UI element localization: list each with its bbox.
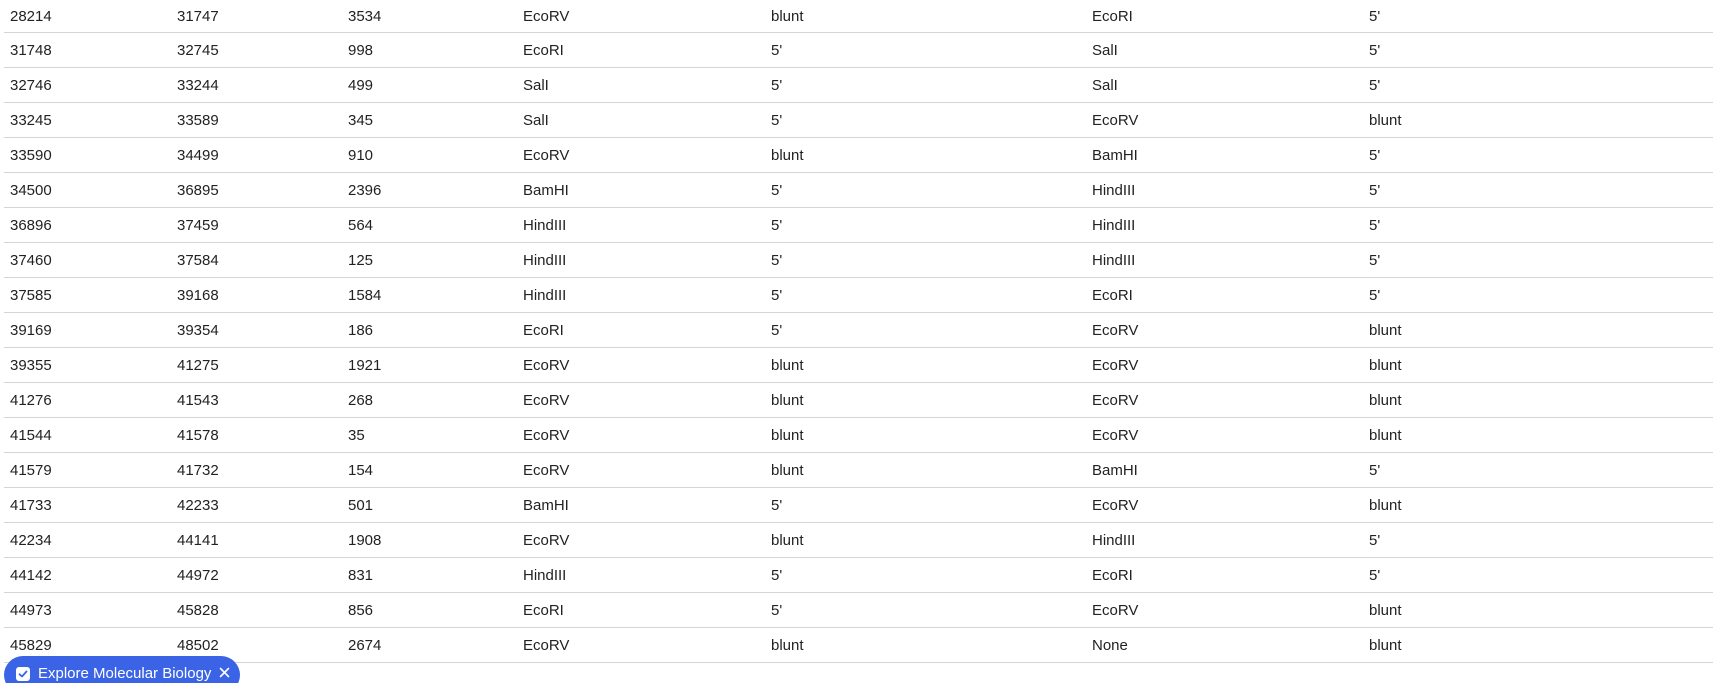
table-cell: BamHI: [1086, 453, 1363, 488]
table-cell: 5': [1363, 453, 1713, 488]
table-cell: 42233: [171, 488, 342, 523]
table-cell: 5': [1363, 138, 1713, 173]
table-row: [4, 68, 1713, 103]
fragment-table-body: [4, 0, 1713, 663]
table-row: [4, 278, 1713, 313]
table-cell: blunt: [765, 383, 1086, 418]
table-cell: 36895: [171, 173, 342, 208]
table-cell: 36896: [4, 208, 171, 243]
table-cell: blunt: [1363, 628, 1713, 663]
table-cell: EcoRV: [1086, 418, 1363, 453]
table-cell: 41732: [171, 453, 342, 488]
table-cell: 499: [342, 68, 517, 103]
table-cell: 5': [765, 313, 1086, 348]
table-cell: 564: [342, 208, 517, 243]
table-cell: 5': [765, 278, 1086, 313]
table-cell: 5': [765, 208, 1086, 243]
table-cell: blunt: [765, 523, 1086, 558]
fragment-table: [4, 0, 1713, 663]
table-cell: SalI: [1086, 68, 1363, 103]
table-cell: 5': [1363, 0, 1713, 33]
table-cell: EcoRV: [517, 453, 765, 488]
table-cell: EcoRI: [1086, 278, 1363, 313]
table-cell: 268: [342, 383, 517, 418]
table-cell: EcoRI: [1086, 558, 1363, 593]
table-cell: 5': [765, 558, 1086, 593]
table-cell: 1584: [342, 278, 517, 313]
table-row: [4, 103, 1713, 138]
table-cell: HindIII: [517, 243, 765, 278]
explore-molecular-biology-pill[interactable]: [4, 656, 240, 683]
table-cell: 33590: [4, 138, 171, 173]
table-cell: SalI: [1086, 33, 1363, 68]
table-cell: blunt: [765, 138, 1086, 173]
table-cell: 1921: [342, 348, 517, 383]
table-row: [4, 173, 1713, 208]
table-cell: EcoRI: [517, 313, 765, 348]
table-cell: 5': [765, 488, 1086, 523]
table-cell: 41543: [171, 383, 342, 418]
table-cell: EcoRV: [1086, 593, 1363, 628]
table-cell: 44972: [171, 558, 342, 593]
table-row: [4, 313, 1713, 348]
table-cell: EcoRI: [517, 593, 765, 628]
table-cell: 33245: [4, 103, 171, 138]
table-cell: 998: [342, 33, 517, 68]
table-cell: EcoRV: [517, 0, 765, 33]
table-cell: HindIII: [1086, 523, 1363, 558]
table-cell: 33244: [171, 68, 342, 103]
table-cell: EcoRV: [517, 138, 765, 173]
table-cell: 3534: [342, 0, 517, 33]
table-cell: 5': [1363, 173, 1713, 208]
table-cell: SalI: [517, 68, 765, 103]
table-cell: 2396: [342, 173, 517, 208]
table-cell: 5': [1363, 558, 1713, 593]
table-cell: blunt: [1363, 593, 1713, 628]
table-cell: blunt: [1363, 488, 1713, 523]
table-cell: 45829: [4, 628, 171, 663]
table-cell: EcoRV: [517, 523, 765, 558]
table-cell: 5': [1363, 523, 1713, 558]
table-cell: blunt: [765, 628, 1086, 663]
table-cell: 1908: [342, 523, 517, 558]
table-cell: None: [1086, 628, 1363, 663]
table-row: [4, 453, 1713, 488]
table-cell: 125: [342, 243, 517, 278]
table-cell: 41544: [4, 418, 171, 453]
table-cell: EcoRI: [1086, 0, 1363, 33]
table-cell: BamHI: [1086, 138, 1363, 173]
table-cell: HindIII: [1086, 243, 1363, 278]
table-cell: blunt: [1363, 103, 1713, 138]
table-cell: blunt: [765, 0, 1086, 33]
table-cell: HindIII: [517, 278, 765, 313]
table-cell: 37584: [171, 243, 342, 278]
table-cell: 44141: [171, 523, 342, 558]
table-cell: 856: [342, 593, 517, 628]
table-cell: BamHI: [517, 488, 765, 523]
table-cell: 186: [342, 313, 517, 348]
table-cell: HindIII: [1086, 173, 1363, 208]
table-cell: 5': [765, 173, 1086, 208]
table-cell: 501: [342, 488, 517, 523]
table-row: [4, 558, 1713, 593]
table-cell: HindIII: [517, 558, 765, 593]
table-cell: EcoRV: [517, 628, 765, 663]
table-row: [4, 348, 1713, 383]
table-cell: 42234: [4, 523, 171, 558]
table-cell: 5': [765, 68, 1086, 103]
table-cell: 48502: [171, 628, 342, 663]
table-row: [4, 628, 1713, 663]
table-cell: 345: [342, 103, 517, 138]
table-cell: 28214: [4, 0, 171, 33]
table-cell: EcoRV: [1086, 313, 1363, 348]
table-cell: HindIII: [517, 208, 765, 243]
table-row: [4, 488, 1713, 523]
table-cell: EcoRI: [517, 33, 765, 68]
table-row: [4, 208, 1713, 243]
table-cell: 5': [765, 243, 1086, 278]
table-row: [4, 523, 1713, 558]
table-cell: blunt: [1363, 418, 1713, 453]
table-cell: 5': [1363, 33, 1713, 68]
table-cell: 5': [1363, 68, 1713, 103]
table-cell: 34500: [4, 173, 171, 208]
table-cell: blunt: [765, 453, 1086, 488]
table-cell: 5': [1363, 243, 1713, 278]
table-cell: 831: [342, 558, 517, 593]
table-cell: 41578: [171, 418, 342, 453]
table-cell: 33589: [171, 103, 342, 138]
table-cell: 45828: [171, 593, 342, 628]
check-square-icon: [16, 667, 30, 681]
table-cell: 5': [765, 33, 1086, 68]
table-cell: 154: [342, 453, 517, 488]
table-cell: 5': [1363, 208, 1713, 243]
table-cell: EcoRV: [1086, 103, 1363, 138]
table-row: [4, 383, 1713, 418]
table-cell: blunt: [765, 348, 1086, 383]
table-cell: blunt: [1363, 313, 1713, 348]
table-cell: EcoRV: [1086, 488, 1363, 523]
table-cell: 2674: [342, 628, 517, 663]
table-row: [4, 243, 1713, 278]
table-row: [4, 0, 1713, 33]
table-row: [4, 33, 1713, 68]
table-cell: BamHI: [517, 173, 765, 208]
close-icon[interactable]: [219, 667, 230, 678]
table-cell: 41276: [4, 383, 171, 418]
table-row: [4, 138, 1713, 173]
table-cell: EcoRV: [517, 348, 765, 383]
pill-label: Explore Molecular Biology: [38, 665, 212, 682]
table-cell: HindIII: [1086, 208, 1363, 243]
table-cell: 35: [342, 418, 517, 453]
table-cell: blunt: [765, 418, 1086, 453]
table-cell: 41275: [171, 348, 342, 383]
table-cell: 37460: [4, 243, 171, 278]
table-cell: 5': [1363, 278, 1713, 313]
table-cell: 5': [765, 593, 1086, 628]
table-cell: 32746: [4, 68, 171, 103]
table-cell: 37585: [4, 278, 171, 313]
table-cell: 5': [765, 103, 1086, 138]
table-cell: 39168: [171, 278, 342, 313]
table-cell: EcoRV: [1086, 383, 1363, 418]
table-cell: 41579: [4, 453, 171, 488]
table-cell: EcoRV: [517, 418, 765, 453]
table-cell: blunt: [1363, 348, 1713, 383]
table-cell: 31748: [4, 33, 171, 68]
table-row: [4, 593, 1713, 628]
table-cell: 34499: [171, 138, 342, 173]
table-cell: blunt: [1363, 383, 1713, 418]
table-cell: 39169: [4, 313, 171, 348]
table-cell: 31747: [171, 0, 342, 33]
table-cell: 44142: [4, 558, 171, 593]
table-cell: 44973: [4, 593, 171, 628]
table-cell: EcoRV: [1086, 348, 1363, 383]
table-cell: 910: [342, 138, 517, 173]
table-cell: 37459: [171, 208, 342, 243]
table-cell: 32745: [171, 33, 342, 68]
table-cell: EcoRV: [517, 383, 765, 418]
table-row: [4, 418, 1713, 453]
table-cell: 39355: [4, 348, 171, 383]
table-cell: 41733: [4, 488, 171, 523]
table-cell: SalI: [517, 103, 765, 138]
table-cell: 39354: [171, 313, 342, 348]
